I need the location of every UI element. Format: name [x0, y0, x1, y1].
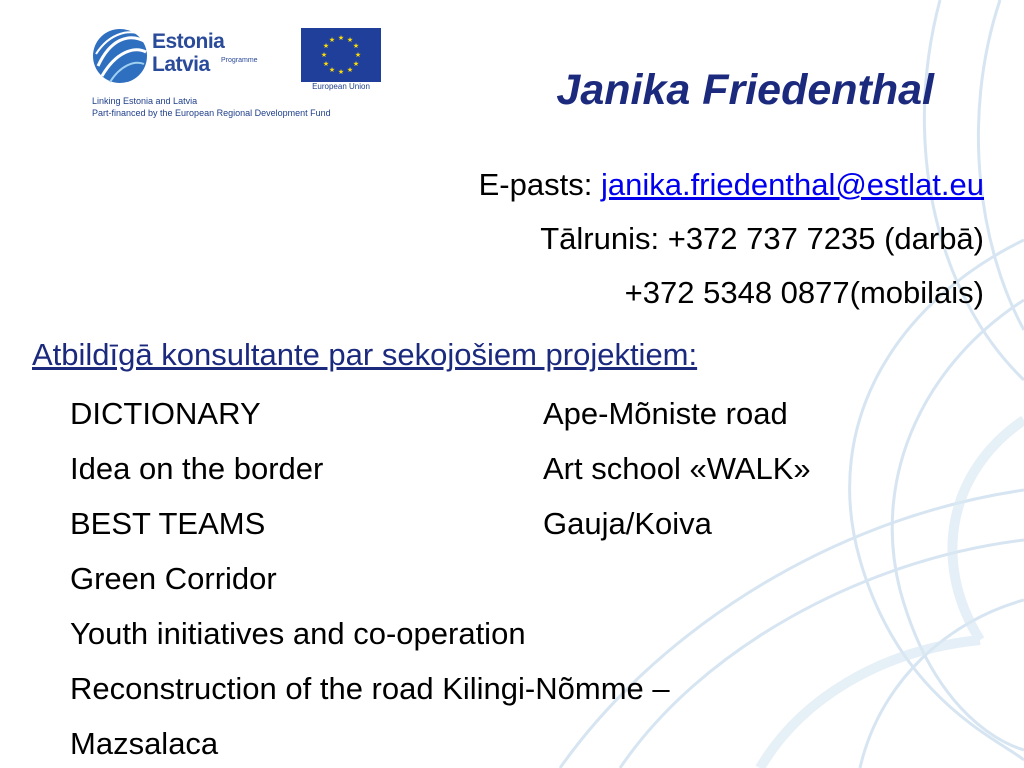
programme-name-programme: Programme	[221, 57, 258, 64]
logo-tagline-line1: Linking Estonia and Latvia	[92, 96, 198, 106]
project-item-right-3: Gauja/Koiva	[543, 506, 712, 541]
svg-text:★: ★	[328, 66, 336, 74]
person-name: Janika Friedenthal	[556, 66, 934, 114]
project-item-left-2: Idea on the border	[70, 451, 324, 486]
project-item-left-5: Youth initiatives and co-operation	[70, 616, 526, 651]
svg-text:★: ★	[354, 51, 362, 59]
svg-text:★: ★	[352, 60, 360, 68]
project-item-left-6: Reconstruction of the road Kilingi-Nõmme –	[70, 671, 670, 706]
email-label: E-pasts:	[478, 167, 601, 202]
project-item-left-7: Mazsalaca	[70, 726, 219, 761]
programme-logo-block	[88, 22, 388, 122]
svg-text:★: ★	[337, 68, 345, 76]
svg-text:★: ★	[346, 36, 354, 44]
logo-tagline	[92, 95, 331, 119]
svg-text:★: ★	[322, 60, 330, 68]
svg-text:★: ★	[322, 42, 330, 50]
svg-text:★: ★	[328, 36, 336, 44]
svg-text:★: ★	[320, 51, 328, 59]
project-item-right-1: Ape-Mõniste road	[543, 396, 788, 431]
email-link[interactable]: janika.friedenthal@estlat.eu	[600, 167, 984, 202]
eu-label: European Union	[312, 82, 370, 91]
phone-mobile-line: +372 5348 0877(mobilais)	[624, 275, 984, 310]
phone-work-line: Tālrunis: +372 737 7235 (darbā)	[540, 221, 984, 256]
svg-text:★: ★	[352, 42, 360, 50]
email-line	[479, 158, 984, 212]
project-item-right-2: Art school «WALK»	[543, 451, 811, 486]
eu-flag-icon	[301, 28, 381, 82]
project-item-left-3: BEST TEAMS	[70, 506, 266, 541]
project-item-left-1: DICTIONARY	[70, 396, 261, 431]
projects-heading: Atbildīgā konsultante par sekojošiem projektiem:	[32, 337, 698, 372]
programme-name-estonia: Estonia	[152, 30, 225, 53]
contact-block	[479, 158, 984, 320]
programme-name-latvia: Latvia	[152, 53, 210, 76]
project-item-left-4: Green Corridor	[70, 561, 277, 596]
logo-tagline-line2: Part-financed by the European Regional Development Fund	[92, 108, 331, 118]
svg-text:★: ★	[346, 66, 354, 74]
svg-text:★: ★	[337, 34, 345, 42]
